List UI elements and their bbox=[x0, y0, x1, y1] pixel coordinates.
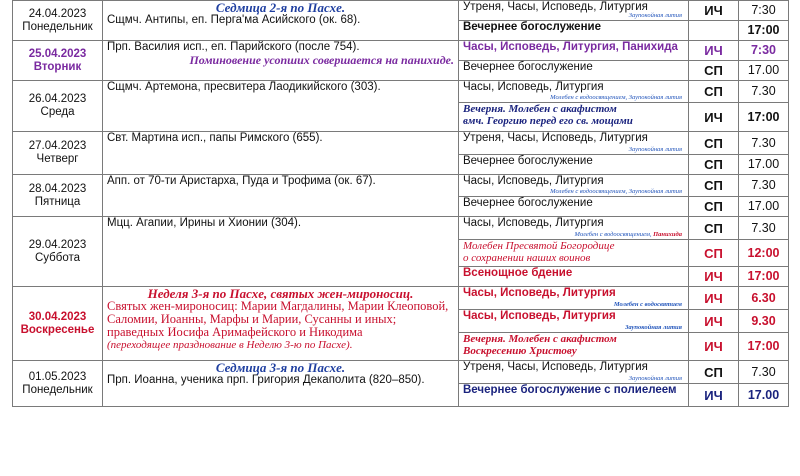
date-cell: 24.04.2023 Понедельник bbox=[13, 1, 103, 41]
service-time: 17:00 bbox=[739, 21, 789, 41]
saints-text: Сщмч. Антипы, еп. Перга'ма Асийского (ок. 68). bbox=[107, 14, 361, 26]
service-code: ИЧ bbox=[689, 287, 739, 310]
service-code: СП bbox=[689, 81, 739, 103]
service-cell: Утреня, Часы, Исповедь, Литургия Заупокойная лития bbox=[459, 1, 689, 21]
service-time: 17.00 bbox=[739, 197, 789, 217]
service-cell: Утреня, Часы, Исповедь, Литургия Заупокойная лития bbox=[459, 132, 689, 155]
service-cell: Часы, Исповедь, Литургия Заупокойная лития bbox=[459, 310, 689, 333]
service-cell: Вечернее богослужение bbox=[459, 197, 689, 217]
schedule-row bbox=[13, 361, 789, 384]
saints-cell bbox=[103, 175, 459, 217]
service-cell: Часы, Исповедь, Литургия Молебен с водоосвящением, Панихида bbox=[459, 217, 689, 240]
service-cell: Вечернее богослужение bbox=[459, 155, 689, 175]
saints-cell bbox=[103, 287, 459, 361]
saints-cell bbox=[103, 217, 459, 287]
saints-cell bbox=[103, 361, 459, 407]
service-time: 7.30 bbox=[739, 132, 789, 155]
service-time: 17.00 bbox=[739, 61, 789, 81]
service-time: 17.00 bbox=[739, 155, 789, 175]
service-note: Молебен с водоосвящением, Панихида bbox=[574, 231, 682, 238]
service-note: Заупокойная лития bbox=[628, 375, 682, 382]
service-time: 7.30 bbox=[739, 81, 789, 103]
service-code: ИЧ bbox=[689, 1, 739, 21]
service-note: Заупокойная лития bbox=[628, 12, 682, 19]
service-note: Заупокойная лития bbox=[628, 146, 682, 153]
service-cell: Вечернее богослужение bbox=[459, 61, 689, 81]
service-time: 9.30 bbox=[739, 310, 789, 333]
service-code: ИЧ bbox=[689, 384, 739, 407]
service-code: ИЧ bbox=[689, 267, 739, 287]
service-code: СП bbox=[689, 175, 739, 197]
saints-cell bbox=[103, 132, 459, 175]
service-cell: Вечернее богослужение с полиелеем bbox=[459, 384, 689, 407]
service-note: Заупокойная лития bbox=[625, 324, 682, 331]
service-time: 7:30 bbox=[739, 1, 789, 21]
service-cell: Утреня, Часы, Исповедь, Литургия Заупокойная лития bbox=[459, 361, 689, 384]
service-time: 7.30 bbox=[739, 217, 789, 240]
service-code: СП bbox=[689, 197, 739, 217]
service-code bbox=[689, 21, 739, 41]
saints-text: Апп. от 70-ти Аристарха, Пуда и Трофима (ок. 67). bbox=[107, 175, 376, 187]
service-cell: Часы, Исповедь, Литургия Молебен с водоосвящением, Заупокойная лития bbox=[459, 175, 689, 197]
service-cell: Вечерня. Молебен с акафистом Воскресению Христову bbox=[459, 333, 689, 361]
schedule-row bbox=[13, 175, 789, 197]
service-code: СП bbox=[689, 132, 739, 155]
saints-text: Свт. Мартина исп., папы Римского (655). bbox=[107, 132, 323, 144]
saints-text: Святых жен-мироносиц: Марии Магдалины, Марии Клеоповой, Саломии, Иоанны, Марфы и Марии, Сусанны и иных; праведных Иосифа Аримафейского и Никодима bbox=[107, 299, 449, 339]
service-time: 7.30 bbox=[739, 175, 789, 197]
memorial-note: Поминовение усопших совершается на панихиде. bbox=[189, 53, 454, 67]
date-cell: 01.05.2023 Понедельник bbox=[13, 361, 103, 407]
service-time: 7.30 bbox=[739, 361, 789, 384]
date-cell: 29.04.2023 Суббота bbox=[13, 217, 103, 287]
service-code: СП bbox=[689, 361, 739, 384]
service-note: Молебен с водосвятием bbox=[613, 301, 682, 308]
saints-note: (переходящее празднование в Неделю 3-ю по Пасхе). bbox=[107, 339, 353, 351]
saints-text: Сщмч. Артемона, пресвитера Лаодикийского (303). bbox=[107, 81, 381, 93]
schedule-row bbox=[13, 217, 789, 240]
date-cell: 27.04.2023 Четверг bbox=[13, 132, 103, 175]
service-time: 17.00 bbox=[739, 384, 789, 407]
service-code: ИЧ bbox=[689, 310, 739, 333]
week-title: Неделя 3-я по Пасхе, святых жен-мироносиц. bbox=[147, 286, 414, 301]
service-code: ИЧ bbox=[689, 103, 739, 132]
schedule-row bbox=[13, 41, 789, 61]
service-cell: Часы, Исповедь, Литургия Молебен с водосвятием bbox=[459, 287, 689, 310]
date-cell: 25.04.2023 Вторник bbox=[13, 41, 103, 81]
service-code: ИЧ bbox=[689, 333, 739, 361]
saints-cell bbox=[103, 1, 459, 41]
saints-text: Прп. Иоанна, ученика прп. Григория Декаполита (820–850). bbox=[107, 374, 425, 386]
date-cell: 28.04.2023 Пятница bbox=[13, 175, 103, 217]
service-cell: Вечерня. Молебен с акафистом вмч. Георгию перед его св. мощами bbox=[459, 103, 689, 132]
week-title: Седмица 2-я по Пасхе. bbox=[215, 0, 346, 15]
service-time: 17:00 bbox=[739, 103, 789, 132]
saints-cell bbox=[103, 41, 459, 81]
service-code: ИЧ bbox=[689, 41, 739, 61]
service-time: 7:30 bbox=[739, 41, 789, 61]
date-cell: 26.04.2023 Среда bbox=[13, 81, 103, 132]
service-note: Молебен с водоосвящением, Заупокойная лития bbox=[550, 94, 682, 101]
service-cell: Часы, Исповедь, Литургия Молебен с водоосвящением, Заупокойная лития bbox=[459, 81, 689, 103]
schedule-table bbox=[12, 0, 789, 407]
service-cell: Часы, Исповедь, Литургия, Панихида bbox=[459, 41, 689, 61]
week-title: Седмица 3-я по Пасхе. bbox=[215, 360, 346, 375]
saints-cell bbox=[103, 81, 459, 132]
service-cell: Всенощное бдение bbox=[459, 267, 689, 287]
service-code: СП bbox=[689, 155, 739, 175]
schedule-row bbox=[13, 132, 789, 155]
service-time: 12:00 bbox=[739, 240, 789, 267]
schedule-row bbox=[13, 81, 789, 103]
schedule-row bbox=[13, 287, 789, 310]
service-code: СП bbox=[689, 61, 739, 81]
service-code: СП bbox=[689, 217, 739, 240]
service-time: 17:00 bbox=[739, 333, 789, 361]
saints-text: Мцц. Агапии, Ирины и Хионии (304). bbox=[107, 217, 302, 229]
schedule-row bbox=[13, 1, 789, 21]
saints-text: Прп. Василия исп., еп. Парийского (после 754). bbox=[107, 41, 360, 53]
service-note: Молебен с водоосвящением, Заупокойная лития bbox=[550, 188, 682, 195]
service-cell: Молебен Пресвятой Богородице о сохранении наших воинов bbox=[459, 240, 689, 267]
service-time: 17:00 bbox=[739, 267, 789, 287]
date-cell: 30.04.2023 Воскресенье bbox=[13, 287, 103, 361]
service-time: 6.30 bbox=[739, 287, 789, 310]
service-code: СП bbox=[689, 240, 739, 267]
service-cell: Вечернее богослужение bbox=[459, 21, 689, 41]
